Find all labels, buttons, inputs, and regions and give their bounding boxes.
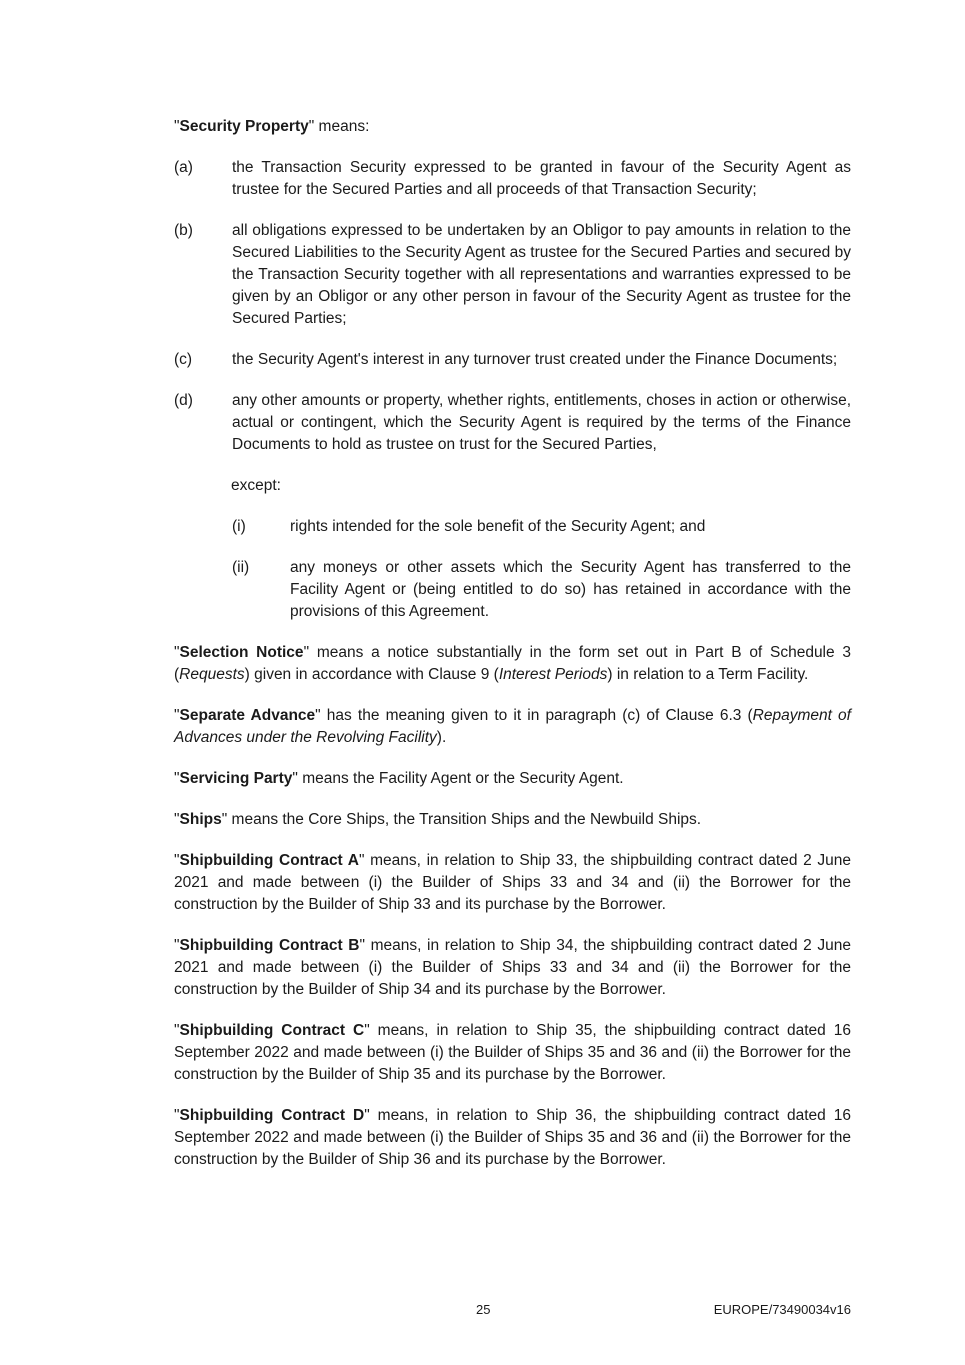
sub-item-ii: [232, 557, 851, 623]
defined-term: Shipbuilding Contract D: [179, 1107, 365, 1124]
definition-selection-notice: "Selection Notice" means a notice substantially in the form set out in Part B of Schedule 3 (Requests) given in accordance with Clause 9 (Interest Periods) in relation to a Term Facility.: [174, 644, 851, 683]
document-reference: EUROPE/73490034v16: [713, 1302, 851, 1317]
defined-term: Shipbuilding Contract B: [179, 937, 360, 954]
defined-term: Selection Notice: [179, 644, 304, 661]
list-item-c: [174, 349, 851, 371]
defined-term: Ships: [179, 811, 222, 828]
item-label: (a): [174, 159, 193, 176]
definition-servicing-party: "Servicing Party" means the Facility Agent or the Security Agent.: [174, 770, 624, 787]
defined-term: Servicing Party: [179, 770, 293, 787]
clause-reference: Requests: [179, 666, 245, 683]
sub-item-text: rights intended for the sole benefit of the Security Agent; and: [290, 518, 706, 535]
list-item-b: [174, 220, 851, 330]
defined-term: Shipbuilding Contract A: [179, 852, 359, 869]
sub-item-label: (i): [232, 518, 246, 535]
defined-term: Separate Advance: [179, 707, 316, 724]
definition-separate-advance: "Separate Advance" has the meaning given to it in paragraph (c) of Clause 6.3 (Repayment of Advances under the Revolving Facility).: [174, 707, 851, 746]
item-text: all obligations expressed to be undertaken by an Obligor to pay amounts in relation to the Secured Liabilities to the Security Agent as trustee for the Secured Parties and secured by the Transaction Security together with all representations and warranties expressed to be given by an Obligor or any other person in favour of the Security Agent as trustee for the Secured Parties;: [232, 222, 851, 327]
page-number: 25: [476, 1302, 491, 1317]
clause-reference: Repayment of Advances under the Revolving Facility: [174, 707, 851, 746]
list-item-a: [174, 157, 851, 201]
sub-item-text: any moneys or other assets which the Security Agent has transferred to the Facility Agent or (being entitled to do so) has retained in accordance with the provisions of this Agreement.: [290, 559, 851, 620]
item-label: (b): [174, 222, 193, 239]
item-text: the Transaction Security expressed to be granted in favour of the Security Agent as trustee for the Secured Parties and all proceeds of that Transaction Security;: [232, 159, 851, 198]
definition-security-property: "Security Property" means:: [174, 118, 370, 135]
item-text: any other amounts or property, whether rights, entitlements, choses in action or otherwise, actual or contingent, which the Security Agent is required by the terms of the Finance Documents to hold as trustee on trust for the Secured Parties,: [232, 392, 851, 453]
sub-item-i: [232, 516, 851, 538]
definitions-body: [174, 116, 851, 1190]
definition-ships: "Ships" means the Core Ships, the Transition Ships and the Newbuild Ships.: [174, 811, 702, 828]
defined-term: Security Property: [179, 118, 309, 135]
definition-shipbuilding-contract-d: "Shipbuilding Contract D" means, in relation to Ship 36, the shipbuilding contract dated 16 September 2022 and made between (i) the Builder of Ships 35 and 36 and (ii) the Borrower for the construction by the Builder of Ship 36 and its purchase by the Borrower.: [174, 1107, 851, 1168]
item-text: the Security Agent's interest in any turnover trust created under the Finance Documents;: [232, 351, 838, 368]
defined-term: Shipbuilding Contract C: [179, 1022, 365, 1039]
definition-shipbuilding-contract-c: "Shipbuilding Contract C" means, in relation to Ship 35, the shipbuilding contract dated 16 September 2022 and made between (i) the Builder of Ships 35 and 36 and (ii) the Borrower for the construction by the Builder of Ship 35 and its purchase by the Borrower.: [174, 1022, 851, 1083]
list-item-d: [174, 390, 851, 456]
clause-reference: Interest Periods: [498, 666, 608, 683]
definition-shipbuilding-contract-b: "Shipbuilding Contract B" means, in relation to Ship 34, the shipbuilding contract dated 2 June 2021 and made between (i) the Builder of Ships 33 and 34 and (ii) the Borrower for the construction by the Builder of Ship 34 and its purchase by the Borrower.: [174, 937, 851, 998]
item-label: (d): [174, 392, 193, 409]
item-label: (c): [174, 351, 193, 368]
except-label: except:: [231, 477, 281, 494]
definition-shipbuilding-contract-a: "Shipbuilding Contract A" means, in relation to Ship 33, the shipbuilding contract dated 2 June 2021 and made between (i) the Builder of Ships 33 and 34 and (ii) the Borrower for the construction by the Builder of Ship 33 and its purchase by the Borrower.: [174, 852, 851, 913]
sub-item-label: (ii): [232, 559, 250, 576]
